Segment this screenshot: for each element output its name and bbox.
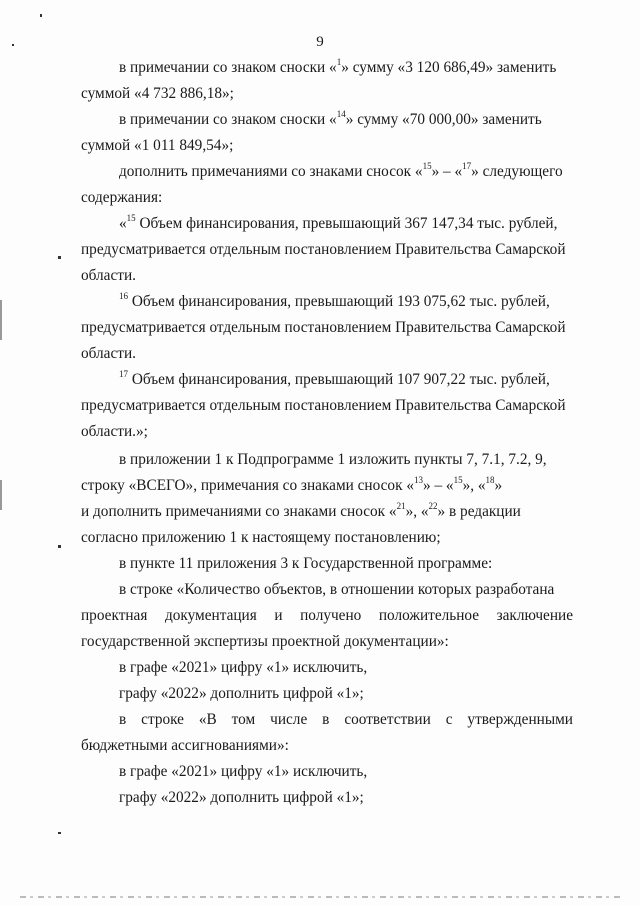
text-run: », « (462, 477, 486, 494)
scan-speck (58, 832, 61, 834)
text-line: предусматривается отдельным постановлением Правительства Самарской (81, 397, 566, 414)
text-line (119, 110, 542, 130)
footnote-mark: 17 (119, 368, 128, 379)
text-line: предусматривается отдельным постановлением Правительства Самарской (81, 241, 566, 258)
text-run: « (119, 215, 127, 232)
text-line (119, 214, 557, 234)
page-number: 9 (316, 34, 324, 50)
text-line: проектная документация и получено положительное заключение (81, 607, 573, 624)
footnote-mark: 15 (453, 474, 463, 485)
text-run: », « (405, 503, 429, 520)
text-run: » (494, 477, 503, 494)
scan-speck (58, 545, 61, 548)
text-line: в строке «Количество объектов, в отношении которых разработана (119, 581, 555, 598)
text-line: в графе «2021» цифру «1» исключить, (119, 763, 368, 780)
text-run: » – « (422, 477, 454, 494)
text-run: » следующего (471, 163, 563, 180)
text-line (119, 292, 550, 312)
text-line: в графе «2021» цифру «1» исключить, (119, 659, 368, 676)
footnote-mark: 15 (126, 212, 136, 223)
footnote-mark: 15 (422, 160, 432, 171)
text-line: предусматривается отдельным постановлением Правительства Самарской (81, 319, 566, 336)
scan-edge (0, 300, 2, 340)
footnote-mark: 1 (336, 56, 342, 67)
text-run: » в редакции (437, 503, 521, 520)
text-line: графу «2022» дополнить цифрой «1»; (119, 789, 364, 806)
text-line: суммой «1 011 849,54»; (81, 137, 234, 154)
text-line: в строке «В том числе в соответствии с утвержденными (119, 711, 573, 728)
text-line: графу «2022» дополнить цифрой «1»; (119, 685, 364, 702)
text-run: в примечании со знаком сноски « (119, 111, 337, 128)
text-run: » – « (431, 163, 463, 180)
text-run: строку «ВСЕГО», примечания со знаками сносок « (81, 477, 414, 494)
text-line (81, 476, 502, 496)
scan-edge-bottom (20, 896, 620, 898)
footnote-mark: 22 (428, 500, 438, 511)
text-line: государственной экспертизы проектной документации»: (81, 633, 449, 650)
text-run: дополнить примечаниями со знаками сносок « (119, 163, 423, 180)
text-line: области. (81, 267, 136, 284)
text-run: » сумму «70 000,00» заменить (345, 111, 542, 128)
text-line: в пункте 11 приложения 3 к Государственной программе: (119, 555, 493, 572)
footnote-mark: 13 (413, 474, 423, 485)
scan-edge (0, 480, 2, 510)
footnote-mark: 16 (119, 290, 128, 301)
scan-speck (58, 256, 61, 259)
text-line: согласно приложению 1 к настоящему постановлению; (81, 529, 441, 546)
text-line: области.»; (81, 423, 148, 440)
text-run: в примечании со знаком сноски « (119, 59, 337, 76)
footnote-mark: 21 (396, 500, 406, 511)
text-line: суммой «4 732 886,18»; (81, 85, 234, 102)
text-line (119, 58, 556, 78)
text-run: Объем финансирования, превышающий 107 907,22 тыс. рублей, (128, 371, 550, 388)
text-line (119, 162, 563, 182)
footnote-mark: 17 (462, 160, 472, 171)
text-line: в приложении 1 к Подпрограмме 1 изложить пункты 7, 7.1, 7.2, 9, (119, 451, 547, 468)
text-run: Объем финансирования, превышающий 193 075,62 тыс. рублей, (128, 293, 550, 310)
footnote-mark: 18 (485, 474, 495, 485)
scan-speck (40, 14, 42, 17)
text-run: и дополнить примечаниями со знаками сносок « (81, 503, 397, 520)
text-line: области. (81, 345, 136, 362)
text-line: бюджетными ассигнованиями»: (81, 737, 289, 754)
footnote-mark: 14 (336, 108, 346, 119)
text-line (81, 502, 521, 522)
text-run: Объем финансирования, превышающий 367 147,34 тыс. рублей, (135, 215, 558, 232)
text-line (119, 370, 550, 390)
text-run: » сумму «3 120 686,49» заменить (341, 59, 557, 76)
text-line: содержания: (81, 189, 163, 206)
